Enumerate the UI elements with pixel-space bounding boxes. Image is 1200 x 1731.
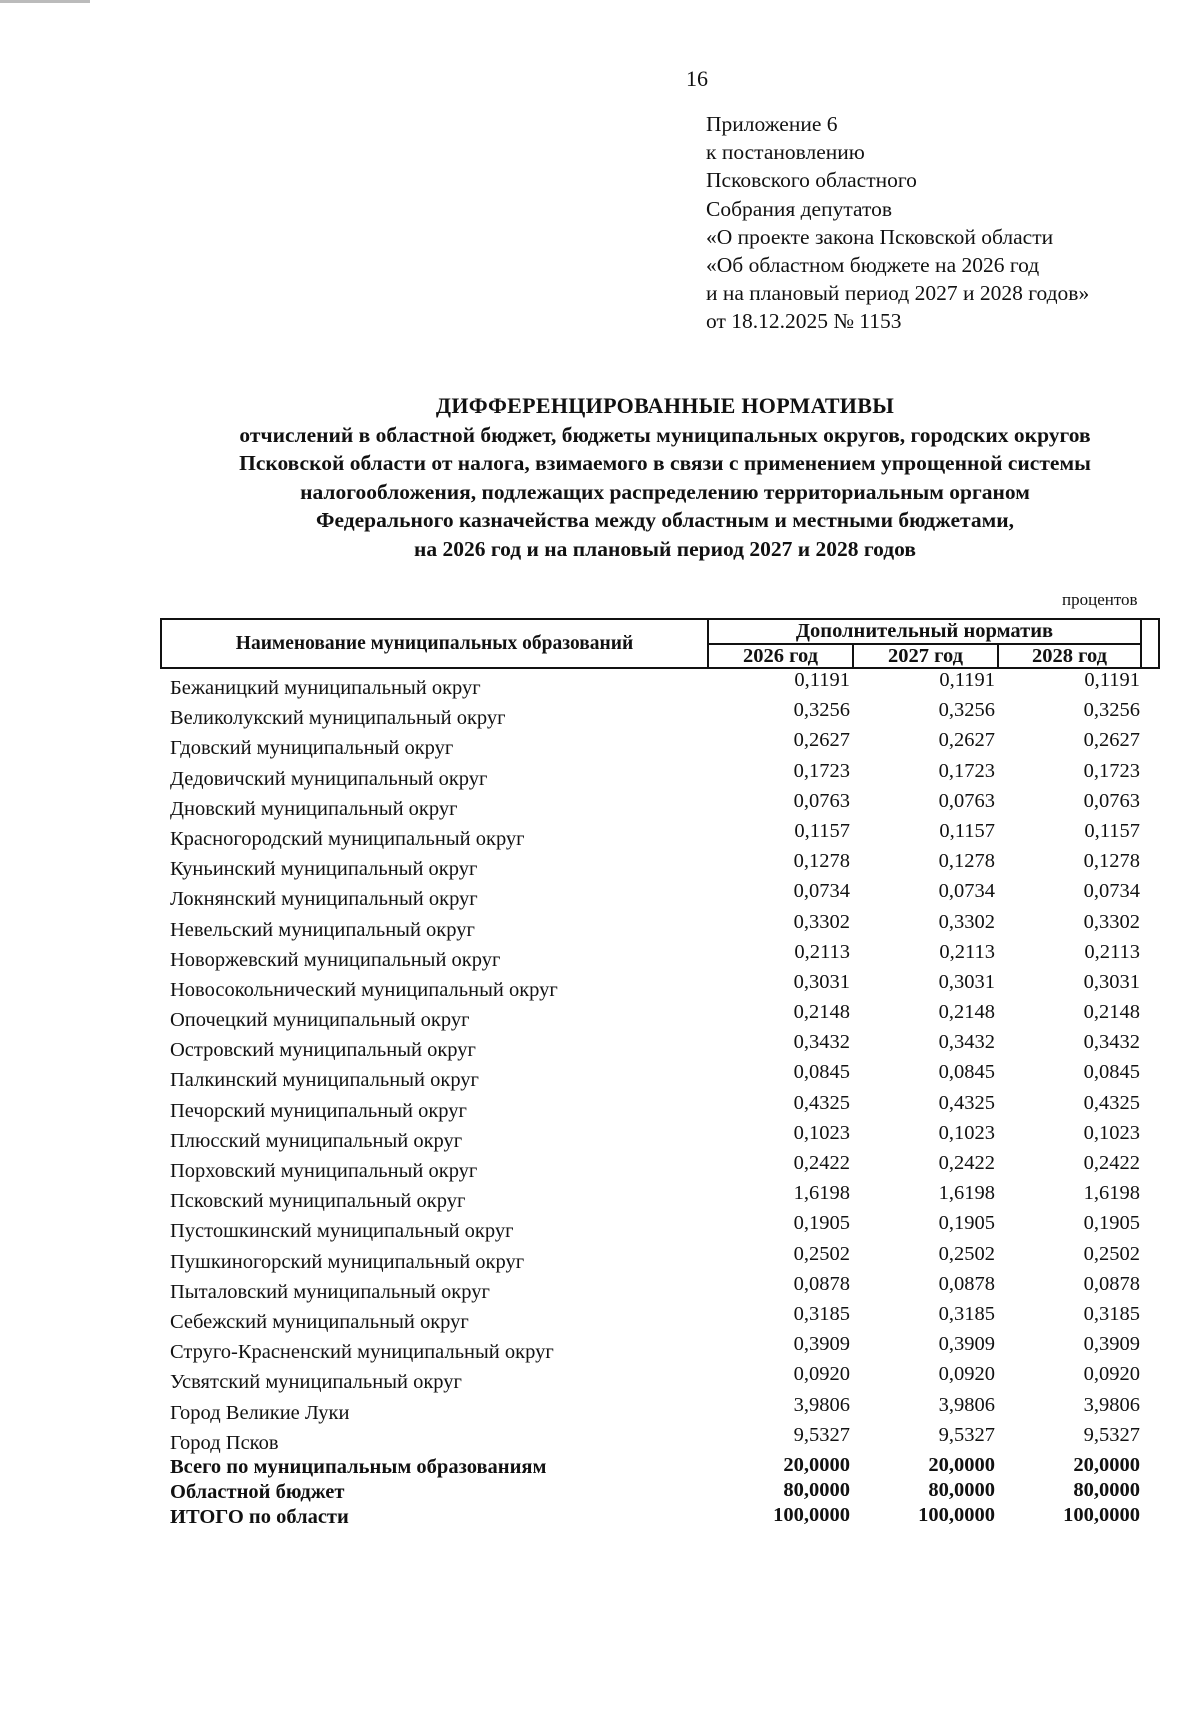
- municipality-name: Город Псков: [170, 1431, 279, 1454]
- municipality-name: Бежаницкий муниципальный округ: [170, 677, 481, 699]
- total-value-2028: 20,0000: [1073, 1453, 1140, 1476]
- norm-value-2028: 0,4325: [1083, 1091, 1140, 1114]
- total-row: [160, 1454, 1160, 1479]
- table-row: [160, 1122, 1160, 1152]
- municipality-name: Порховский муниципальный округ: [170, 1160, 478, 1182]
- annex-line: и на плановый период 2027 и 2028 годов»: [706, 281, 1090, 306]
- norm-value-2028: 0,1905: [1083, 1212, 1140, 1235]
- norm-value-2028: 0,2113: [1084, 940, 1140, 963]
- norm-value-2026: 0,1191: [794, 669, 850, 691]
- municipality-name: Островский муниципальный округ: [170, 1039, 476, 1062]
- table-row: [160, 1303, 1160, 1333]
- norm-value-2026: 0,3185: [793, 1302, 850, 1325]
- municipality-name: Пустошкинский муниципальный округ: [170, 1220, 514, 1243]
- norm-value-2027: 0,2113: [939, 940, 995, 963]
- annex-line: «Об областном бюджете на 2026 год: [706, 253, 1040, 278]
- norm-value-2026: 9,5327: [793, 1423, 850, 1446]
- table-row: [160, 1001, 1160, 1031]
- municipality-name: Себежский муниципальный округ: [170, 1310, 469, 1333]
- total-value-2026: 80,0000: [783, 1478, 850, 1501]
- norm-value-2028: 0,3185: [1083, 1302, 1140, 1325]
- norm-value-2028: 0,3909: [1083, 1333, 1140, 1356]
- norm-value-2026: 0,4325: [793, 1091, 850, 1114]
- norm-value-2026: 0,3909: [793, 1333, 850, 1356]
- norm-value-2026: 0,3432: [793, 1031, 850, 1054]
- total-label: Областной бюджет: [170, 1480, 345, 1503]
- norm-value-2026: 0,2113: [794, 940, 850, 963]
- table-row: [160, 911, 1160, 941]
- header-year-2026: 2026 год: [707, 645, 852, 669]
- norms-table: [160, 618, 1160, 1529]
- norm-value-2026: 0,1905: [793, 1212, 850, 1235]
- table-row: [160, 1333, 1160, 1363]
- municipality-name: Новосокольнический муниципальный округ: [170, 978, 558, 1001]
- norm-value-2027: 0,3185: [938, 1302, 995, 1325]
- municipality-name: Опочецкий муниципальный округ: [170, 1009, 470, 1032]
- norm-value-2027: 0,3256: [938, 699, 995, 722]
- table-header: [160, 618, 1160, 669]
- norm-value-2028: 0,1023: [1083, 1121, 1140, 1144]
- norm-value-2028: 0,1723: [1083, 759, 1140, 782]
- norm-value-2027: 0,4325: [938, 1091, 995, 1114]
- norm-value-2028: 0,1278: [1083, 850, 1140, 873]
- norm-value-2027: 0,2627: [938, 729, 995, 752]
- header-name: Наименование муниципальных образований: [235, 632, 634, 654]
- table-row: [160, 699, 1160, 729]
- municipality-name: Палкинский муниципальный округ: [170, 1069, 479, 1092]
- norm-value-2026: 0,0920: [793, 1363, 850, 1386]
- norm-value-2027: 0,2148: [938, 1001, 995, 1024]
- title-main: ДИФФЕРЕНЦИРОВАННЫЕ НОРМАТИВЫ: [435, 393, 895, 418]
- norm-value-2027: 0,0845: [938, 1061, 995, 1084]
- norm-value-2027: 0,1023: [938, 1121, 995, 1144]
- header-year-2027: 2027 год: [852, 645, 997, 669]
- municipality-name: Невельский муниципальный округ: [170, 918, 475, 941]
- table-row: [160, 1394, 1160, 1424]
- norm-value-2028: 9,5327: [1083, 1423, 1140, 1446]
- norm-value-2027: 0,1723: [938, 759, 995, 782]
- norm-value-2026: 0,3031: [793, 970, 850, 993]
- municipality-name: Струго-Красненский муниципальный округ: [170, 1341, 554, 1364]
- annex-line: к постановлению: [706, 140, 865, 165]
- norm-value-2027: 1,6198: [938, 1182, 995, 1205]
- table-row: [160, 1061, 1160, 1091]
- table-row: [160, 1182, 1160, 1212]
- norm-value-2026: 0,1023: [793, 1121, 850, 1144]
- title-line: отчислений в областной бюджет, бюджеты муниципальных округов, городских округов: [239, 422, 1091, 447]
- norm-value-2027: 0,3432: [938, 1031, 995, 1054]
- scan-edge-mark: [0, 0, 90, 3]
- annex-block: [706, 110, 1089, 336]
- norm-value-2027: 9,5327: [938, 1423, 995, 1446]
- total-row: [160, 1504, 1160, 1529]
- municipality-name: Дедовичский муниципальный округ: [170, 767, 488, 790]
- norm-value-2028: 0,3031: [1083, 970, 1140, 993]
- total-value-2028: 100,0000: [1063, 1503, 1140, 1526]
- table-row: [160, 1212, 1160, 1242]
- norm-value-2027: 3,9806: [938, 1393, 995, 1416]
- header-group: Дополнительный норматив: [707, 620, 1142, 645]
- norm-value-2028: 0,0845: [1083, 1061, 1140, 1084]
- annex-line: Приложение 6: [706, 112, 838, 136]
- municipality-name: Усвятский муниципальный округ: [170, 1371, 462, 1394]
- table-row: [160, 1424, 1160, 1454]
- norm-value-2028: 0,2627: [1083, 729, 1140, 752]
- table-row: [160, 790, 1160, 820]
- norm-value-2027: 0,3302: [938, 910, 995, 933]
- page-number: 16: [686, 66, 708, 91]
- title-line: налогообложения, подлежащих распределению территориальным органом: [300, 479, 1030, 504]
- norm-value-2026: 0,1723: [793, 759, 850, 782]
- norm-value-2026: 1,6198: [793, 1182, 850, 1205]
- total-row: [160, 1479, 1160, 1504]
- table-row: [160, 1092, 1160, 1122]
- title-line: Федерального казначейства между областным и местными бюджетами,: [316, 508, 1014, 532]
- annex-line: от 18.12.2025 № 1153: [706, 309, 902, 334]
- municipality-name: Пушкиногорский муниципальный округ: [170, 1250, 525, 1273]
- table-row: [160, 820, 1160, 850]
- norm-value-2027: 0,1278: [938, 850, 995, 873]
- norm-value-2026: 0,2502: [793, 1242, 850, 1265]
- table-row: [160, 1363, 1160, 1393]
- municipality-name: Плюсский муниципальный округ: [170, 1129, 463, 1152]
- table-row: [160, 1273, 1160, 1303]
- title-line: на 2026 год и на плановый период 2027 и 2028 годов: [414, 536, 916, 561]
- municipality-name: Гдовский муниципальный округ: [170, 737, 454, 760]
- norm-value-2028: 0,2148: [1083, 1001, 1140, 1024]
- norm-value-2027: 0,1905: [938, 1212, 995, 1235]
- table-row: [160, 1031, 1160, 1061]
- header-year-2028: 2028 год: [997, 645, 1142, 669]
- norm-value-2028: 0,3432: [1083, 1031, 1140, 1054]
- norm-value-2028: 0,0734: [1083, 880, 1140, 903]
- norm-value-2026: 0,2148: [793, 1001, 850, 1024]
- norm-value-2027: 0,0920: [938, 1363, 995, 1386]
- norm-value-2026: 0,0878: [793, 1272, 850, 1295]
- norm-value-2028: 0,0763: [1083, 789, 1140, 812]
- norm-value-2027: 0,3909: [938, 1333, 995, 1356]
- municipality-name: Печорский муниципальный округ: [170, 1099, 467, 1122]
- municipality-name: Город Великие Луки: [170, 1401, 350, 1424]
- municipality-name: Великолукский муниципальный округ: [170, 707, 506, 730]
- total-value-2027: 80,0000: [928, 1478, 995, 1501]
- norm-value-2028: 0,2502: [1083, 1242, 1140, 1265]
- table-row: [160, 729, 1160, 759]
- norm-value-2026: 3,9806: [793, 1393, 850, 1416]
- table-row: [160, 850, 1160, 880]
- norm-value-2026: 0,0763: [793, 789, 850, 812]
- document-title: [150, 392, 1180, 563]
- norm-value-2028: 1,6198: [1083, 1182, 1140, 1205]
- norm-value-2028: 0,1157: [1084, 819, 1140, 842]
- norm-value-2026: 0,3302: [793, 910, 850, 933]
- municipality-name: Локнянский муниципальный округ: [170, 888, 478, 911]
- total-value-2026: 20,0000: [783, 1453, 850, 1476]
- total-value-2027: 100,0000: [918, 1503, 995, 1526]
- table-row: [160, 1243, 1160, 1273]
- total-value-2027: 20,0000: [928, 1453, 995, 1476]
- norm-value-2027: 0,2502: [938, 1242, 995, 1265]
- norm-value-2026: 0,2627: [793, 729, 850, 752]
- norm-value-2027: 0,0878: [938, 1272, 995, 1295]
- table-row: [160, 880, 1160, 910]
- total-value-2028: 80,0000: [1073, 1478, 1140, 1501]
- municipality-name: Новоржевский муниципальный округ: [170, 948, 501, 971]
- norm-value-2027: 0,3031: [938, 970, 995, 993]
- units-label: процентов: [1062, 590, 1138, 609]
- norm-value-2027: 0,1157: [939, 819, 995, 842]
- annex-line: «О проекте закона Псковской области: [706, 224, 1054, 249]
- table-body: [160, 669, 1160, 1454]
- annex-line: Псковского областного: [706, 168, 917, 193]
- norm-value-2028: 3,9806: [1083, 1393, 1140, 1416]
- total-label: ИТОГО по области: [170, 1505, 349, 1528]
- norm-value-2028: 0,2422: [1083, 1152, 1140, 1174]
- annex-line: Собрания депутатов: [706, 196, 892, 221]
- table-row: [160, 1152, 1160, 1182]
- municipality-name: Дновский муниципальный округ: [170, 797, 458, 820]
- table-row: [160, 941, 1160, 971]
- norm-value-2028: 0,3256: [1083, 699, 1140, 722]
- norm-value-2026: 0,0845: [793, 1061, 850, 1084]
- norm-value-2026: 0,0734: [793, 880, 850, 903]
- norm-value-2027: 0,0734: [938, 880, 995, 903]
- total-label: Всего по муниципальным образованиям: [170, 1455, 547, 1478]
- norm-value-2028: 0,0920: [1083, 1363, 1140, 1386]
- table-row: [160, 971, 1160, 1001]
- norm-value-2026: 0,1157: [794, 819, 850, 842]
- norm-value-2026: 0,2422: [793, 1152, 850, 1174]
- table-row: [160, 760, 1160, 790]
- table-totals: [160, 1454, 1160, 1529]
- total-value-2026: 100,0000: [773, 1503, 850, 1526]
- norm-value-2027: 0,1191: [939, 669, 995, 691]
- title-line: Псковской области от налога, взимаемого в связи с применением упрощенной системы: [239, 451, 1091, 475]
- table-row: [160, 669, 1160, 699]
- municipality-name: Псковский муниципальный округ: [170, 1190, 466, 1213]
- norm-value-2028: 0,1191: [1084, 669, 1140, 691]
- norm-value-2028: 0,3302: [1083, 910, 1140, 933]
- norm-value-2026: 0,1278: [793, 850, 850, 873]
- norm-value-2027: 0,2422: [938, 1152, 995, 1174]
- norm-value-2028: 0,0878: [1083, 1272, 1140, 1295]
- municipality-name: Куньинский муниципальный округ: [170, 858, 478, 881]
- municipality-name: Пыталовский муниципальный округ: [170, 1280, 490, 1303]
- norm-value-2027: 0,0763: [938, 789, 995, 812]
- municipality-name: Красногородский муниципальный округ: [170, 827, 525, 850]
- norm-value-2026: 0,3256: [793, 699, 850, 722]
